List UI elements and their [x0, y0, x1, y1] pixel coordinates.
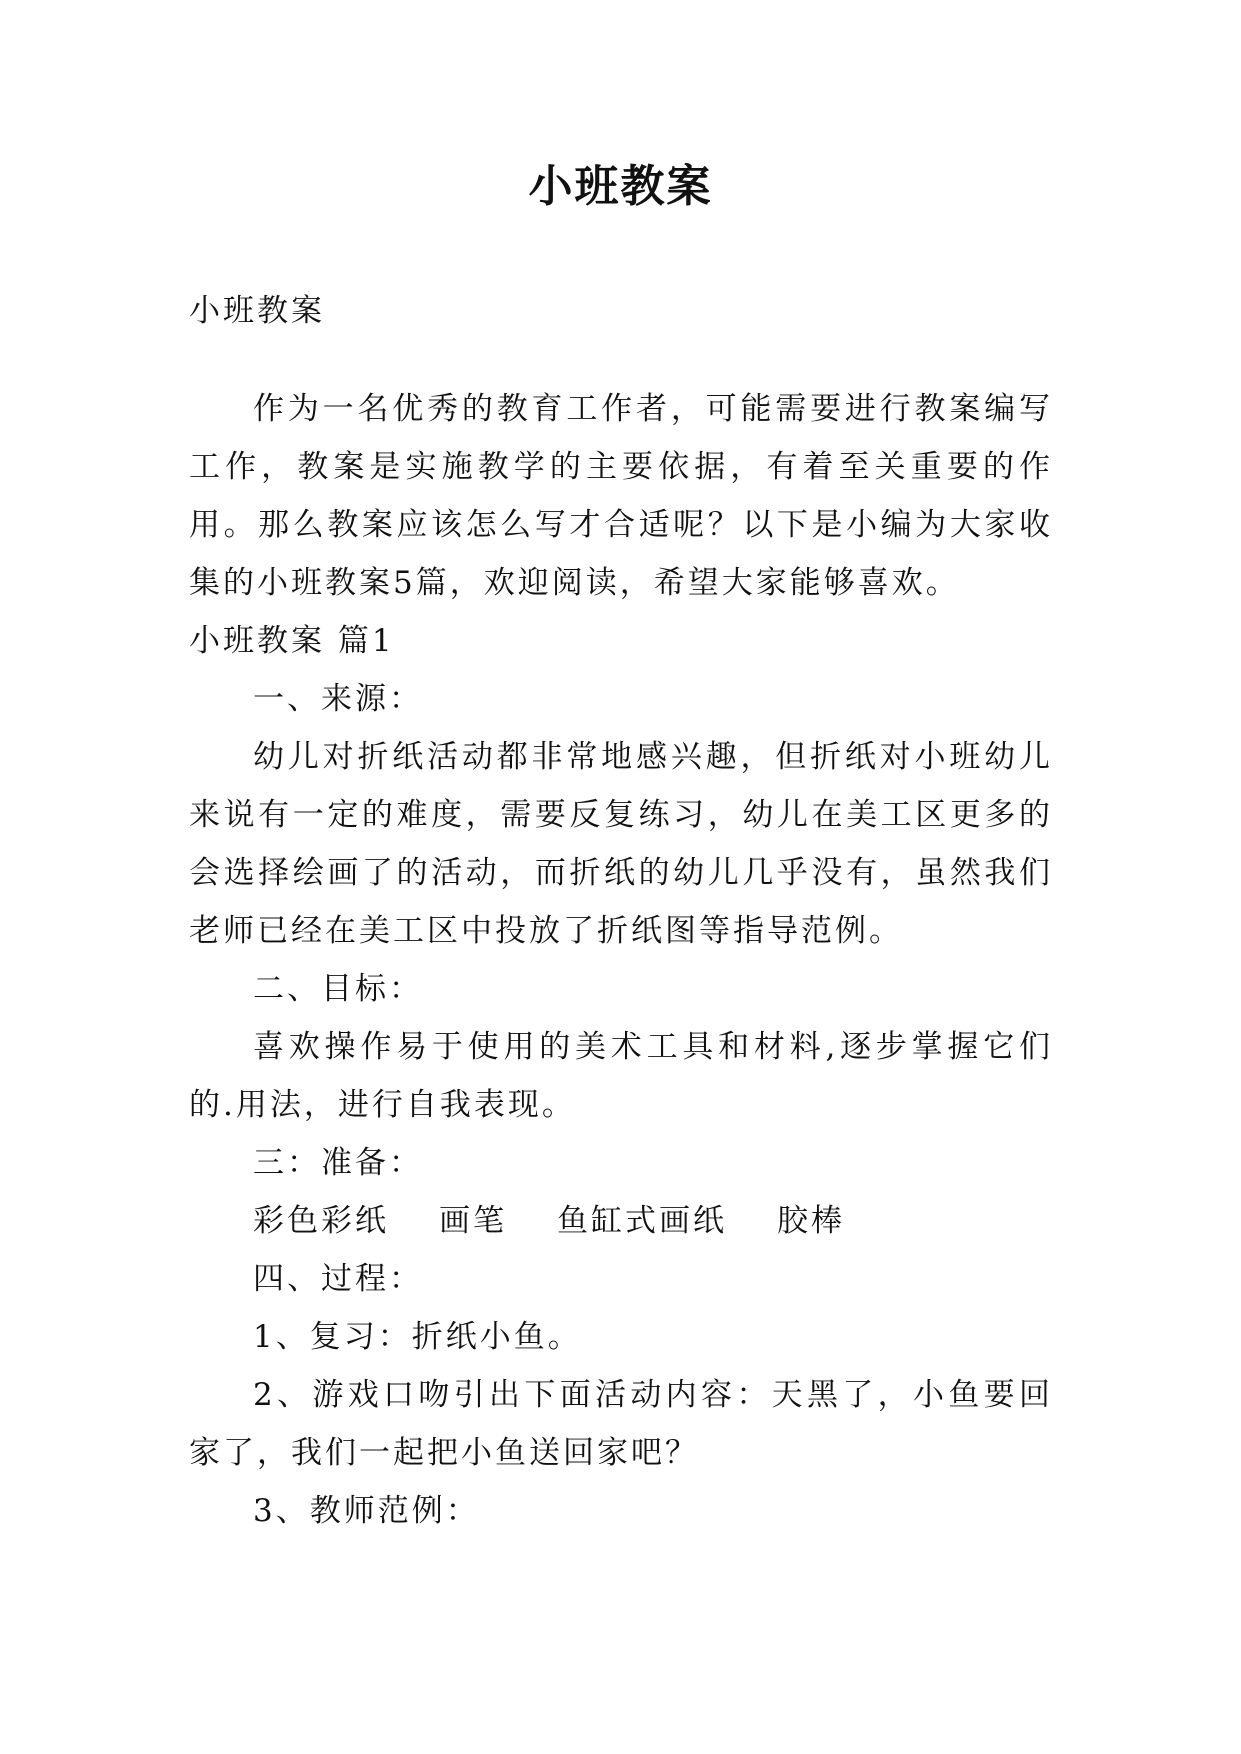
heading-process: 四、过程：: [253, 1261, 423, 1297]
material-item: 画笔: [439, 1203, 507, 1239]
section-heading: 小班教案 篇1: [189, 623, 395, 659]
document-title: 小班教案: [528, 161, 713, 212]
document-body: [189, 282, 1053, 1540]
heading-source: 一、来源：: [253, 681, 423, 717]
process-step-3: 3、教师范例：: [253, 1493, 480, 1529]
source-paragraph: 幼儿对折纸活动都非常地感兴趣，但折纸对小班幼儿来说有一定的难度，需要反复练习，幼儿在美工区更多的会选择绘画了的活动，而折纸的幼儿几乎没有，虽然我们老师已经在美工区中投放了折纸图等指导范例。: [189, 739, 1053, 949]
material-item: 鱼缸式画纸: [557, 1203, 727, 1239]
process-step-1: 1、复习：折纸小鱼。: [253, 1319, 582, 1355]
heading-goal: 二、目标：: [253, 971, 423, 1007]
heading-preparation: 三：准备：: [253, 1145, 423, 1181]
material-item: 胶棒: [777, 1203, 845, 1239]
goal-paragraph: 喜欢操作易于使用的美术工具和材料,逐步掌握它们的.用法，进行自我表现。: [189, 1029, 1053, 1123]
intro-paragraph: 作为一名优秀的教育工作者，可能需要进行教案编写工作，教案是实施教学的主要依据，有着至关重要的作用。那么教案应该怎么写才合适呢？以下是小编为大家收集的小班教案5篇，欢迎阅读，希望大家能够喜欢。: [189, 391, 1053, 601]
document-subtitle: 小班教案: [189, 293, 325, 329]
process-step-2: 2、游戏口吻引出下面活动内容：天黑了，小鱼要回家了，我们一起把小鱼送回家吧？: [189, 1377, 1053, 1471]
material-item: 彩色彩纸: [253, 1203, 389, 1239]
materials-list: [189, 1192, 1053, 1250]
